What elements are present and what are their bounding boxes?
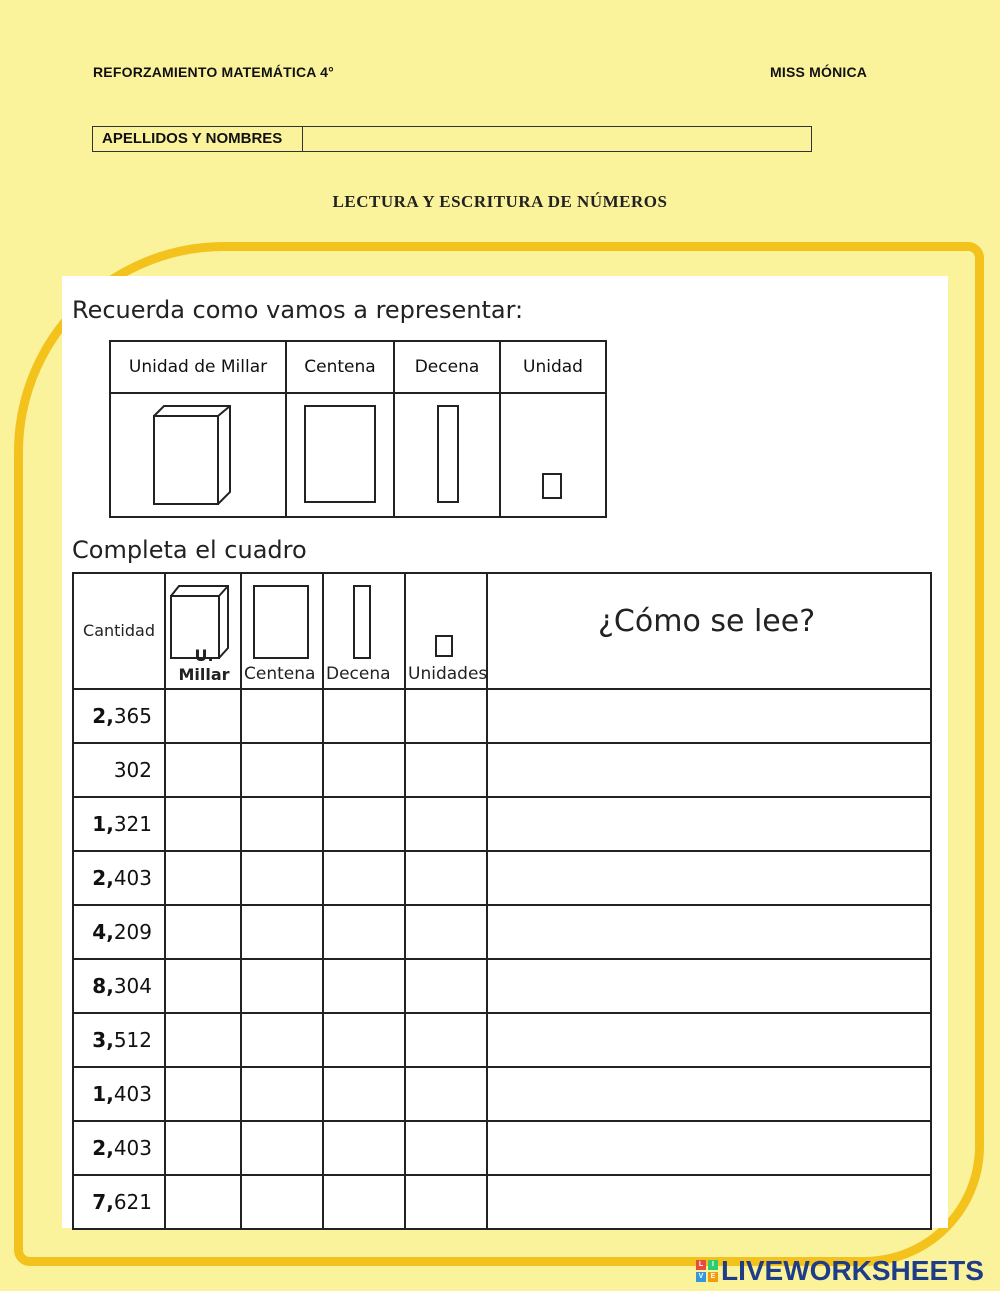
brand-icon [696, 1260, 718, 1282]
answer-cell-lectura[interactable] [487, 1067, 931, 1121]
quantity-rest: 512 [113, 1028, 152, 1052]
col-unidades [405, 573, 487, 689]
unit-cell [500, 393, 606, 517]
answer-cell-umillar[interactable] [165, 1121, 241, 1175]
answer-cell-unidades[interactable] [405, 689, 487, 743]
course-title: REFORZAMIENTO MATEMÁTICA 4° [93, 64, 334, 80]
flat-cell [286, 393, 394, 517]
brand-logo-letter: E [708, 1272, 718, 1282]
quantity-rest: 403 [113, 866, 152, 890]
quantity-cell [73, 1067, 165, 1121]
answer-cell-decena[interactable] [323, 851, 405, 905]
representation-table [109, 340, 607, 518]
unit-cube-icon [501, 394, 609, 512]
answer-cell-lectura[interactable] [487, 1175, 931, 1229]
table-row [73, 689, 931, 743]
brand-logo-letter: I [708, 1260, 718, 1270]
section2-heading: Completa el cuadro [72, 536, 307, 564]
quantity-thousands: 1, [92, 812, 114, 836]
col-unidad: Unidad [500, 341, 606, 393]
answer-cell-umillar[interactable] [165, 743, 241, 797]
table-row [73, 1175, 931, 1229]
quantity-thousands: 3, [92, 1028, 114, 1052]
quantity-cell [73, 1121, 165, 1175]
answer-cell-decena[interactable] [323, 1013, 405, 1067]
name-field-input[interactable] [303, 127, 811, 151]
quantity-thousands: 4, [92, 920, 114, 944]
answer-cell-unidades[interactable] [405, 797, 487, 851]
answer-cell-umillar[interactable] [165, 851, 241, 905]
quantity-rest: 365 [113, 704, 152, 728]
answer-cell-unidades[interactable] [405, 905, 487, 959]
cube-icon [111, 394, 283, 512]
flat-icon [287, 394, 391, 512]
brand-logo [696, 1255, 984, 1287]
answer-cell-centena[interactable] [241, 743, 323, 797]
col-umillar [165, 573, 241, 689]
answer-cell-decena[interactable] [323, 1121, 405, 1175]
answer-cell-unidades[interactable] [405, 959, 487, 1013]
col-lectura [487, 573, 931, 689]
quantity-thousands: 2, [92, 866, 114, 890]
cube-cell [110, 393, 286, 517]
answer-cell-decena[interactable] [323, 905, 405, 959]
col-unidades-label: Unidades [408, 664, 488, 684]
answer-cell-lectura[interactable] [487, 959, 931, 1013]
quantity-cell [73, 1013, 165, 1067]
col-centena2 [241, 573, 323, 689]
answer-cell-unidades[interactable] [405, 1121, 487, 1175]
table-row [73, 905, 931, 959]
name-field-box [92, 126, 812, 152]
answer-cell-centena[interactable] [241, 1013, 323, 1067]
col-cantidad-label: Cantidad [83, 621, 155, 640]
answer-cell-lectura[interactable] [487, 1013, 931, 1067]
col-centena: Centena [286, 341, 394, 393]
quantity-cell [73, 905, 165, 959]
answer-cell-decena[interactable] [323, 743, 405, 797]
answer-cell-umillar[interactable] [165, 905, 241, 959]
col-decena-label: Decena [326, 664, 391, 684]
table-row [73, 1121, 931, 1175]
teacher-name: MISS MÓNICA [770, 64, 868, 80]
answer-cell-lectura[interactable] [487, 905, 931, 959]
worksheet [62, 276, 948, 1228]
col-cantidad [73, 573, 165, 689]
answer-cell-decena[interactable] [323, 959, 405, 1013]
quantity-cell [73, 851, 165, 905]
answer-cell-centena[interactable] [241, 959, 323, 1013]
col-decena2 [323, 573, 405, 689]
quantity-rest: 621 [113, 1190, 152, 1214]
brand-logo-letter: L [696, 1260, 706, 1270]
answer-cell-centena[interactable] [241, 851, 323, 905]
answer-cell-umillar[interactable] [165, 1013, 241, 1067]
quantity-thousands: 7, [92, 1190, 114, 1214]
section1-heading: Recuerda como vamos a representar: [72, 296, 524, 324]
table-row [73, 743, 931, 797]
name-field-label: APELLIDOS Y NOMBRES [93, 127, 303, 151]
answer-cell-unidades[interactable] [405, 743, 487, 797]
answer-cell-decena[interactable] [323, 797, 405, 851]
rod-icon [395, 394, 497, 512]
answer-cell-centena[interactable] [241, 797, 323, 851]
quantity-thousands: 8, [92, 974, 114, 998]
answer-cell-umillar[interactable] [165, 1067, 241, 1121]
quantity-thousands: 1, [92, 1082, 114, 1106]
table-row [73, 959, 931, 1013]
answer-cell-unidades[interactable] [405, 1013, 487, 1067]
col-lectura-label: ¿Cómo se lee? [598, 604, 816, 639]
quantity-rest: 403 [113, 1136, 152, 1160]
answer-cell-centena[interactable] [241, 1121, 323, 1175]
col-unidad-millar: Unidad de Millar [110, 341, 286, 393]
col-centena-label: Centena [244, 664, 316, 684]
quantity-cell [73, 959, 165, 1013]
quantity-cell [73, 689, 165, 743]
answer-cell-centena[interactable] [241, 905, 323, 959]
answer-cell-unidades[interactable] [405, 1067, 487, 1121]
answer-cell-umillar[interactable] [165, 959, 241, 1013]
quantity-rest: 302 [113, 758, 152, 782]
answer-cell-centena[interactable] [241, 1175, 323, 1229]
answer-cell-decena[interactable] [323, 689, 405, 743]
answer-cell-lectura[interactable] [487, 1121, 931, 1175]
col-decena: Decena [394, 341, 500, 393]
table-row [73, 1067, 931, 1121]
quantity-rest: 209 [113, 920, 152, 944]
answer-cell-lectura[interactable] [487, 797, 931, 851]
table-row [73, 797, 931, 851]
quantity-cell [73, 1175, 165, 1229]
brand-logo-letter: V [696, 1272, 706, 1282]
quantity-thousands: 2, [92, 704, 114, 728]
answer-cell-lectura[interactable] [487, 743, 931, 797]
table-row [73, 851, 931, 905]
quantity-thousands: 2, [92, 1136, 114, 1160]
quantity-rest: 304 [113, 974, 152, 998]
answer-cell-centena[interactable] [241, 1067, 323, 1121]
brand-text: LIVEWORKSHEETS [721, 1255, 984, 1286]
quantity-rest: 403 [113, 1082, 152, 1106]
answer-cell-unidades[interactable] [405, 1175, 487, 1229]
page-title: LECTURA Y ESCRITURA DE NÚMEROS [332, 192, 668, 211]
quantity-cell [73, 743, 165, 797]
answer-cell-centena[interactable] [241, 689, 323, 743]
rows-body [73, 689, 931, 1229]
quantity-rest: 321 [113, 812, 152, 836]
answer-cell-decena[interactable] [323, 1175, 405, 1229]
answer-cell-umillar[interactable] [165, 797, 241, 851]
table-row [73, 1013, 931, 1067]
answer-cell-lectura[interactable] [487, 689, 931, 743]
complete-table [72, 572, 932, 1230]
quantity-cell [73, 797, 165, 851]
answer-cell-umillar[interactable] [165, 689, 241, 743]
answer-cell-lectura[interactable] [487, 851, 931, 905]
rod-cell [394, 393, 500, 517]
answer-cell-umillar[interactable] [165, 1175, 241, 1229]
col-umillar-label: U. Millar [178, 646, 230, 684]
answer-cell-unidades[interactable] [405, 851, 487, 905]
answer-cell-decena[interactable] [323, 1067, 405, 1121]
